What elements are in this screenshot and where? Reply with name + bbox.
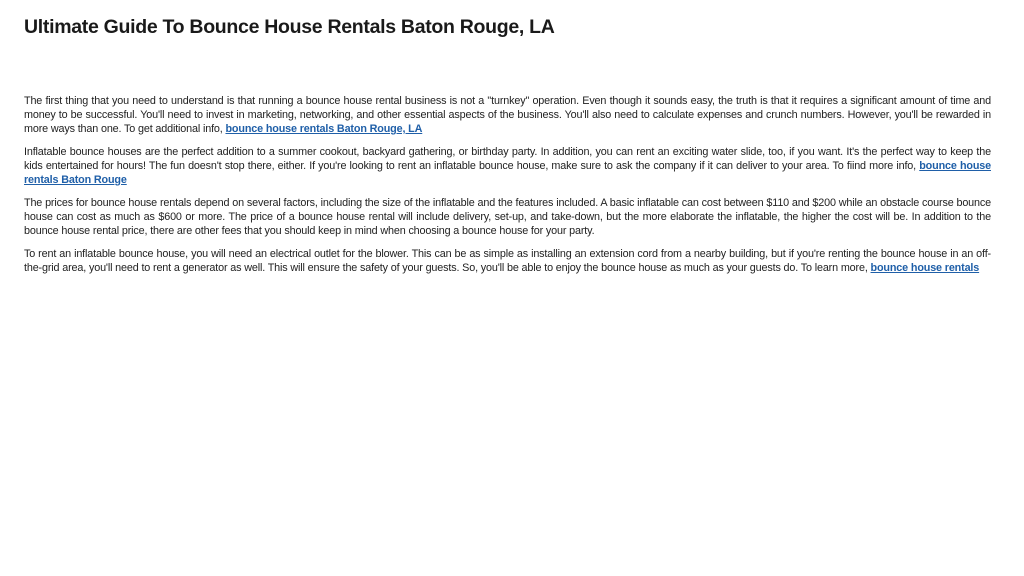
link-bounce-house-rentals[interactable]: bounce house rentals [870,262,980,274]
link-bounce-house-rentals-baton-rouge-la[interactable]: bounce house rentals Baton Rouge, LA [225,123,423,135]
paragraph-1-text: The first thing that you need to understand is that running a bounce house rental business is not a "turnkey" operation. Even though it sounds easy, the truth is that it requires a significant amount of time and money to be successful. You'll need to invest in marketing, networking, and other essential aspects of the business. You'll also need to calculate expenses and crunch numbers. However, you'll be rewarded in more ways than one. To get additional info, [24,95,991,135]
page-title: Ultimate Guide To Bounce House Rentals Baton Rouge, LA [24,16,555,38]
paragraph-3 [24,196,991,238]
paragraph-1 [24,94,991,136]
link-bounce-house-rentals-baton-rouge[interactable]: bounce house rentals Baton Rouge [24,160,991,186]
paragraph-4-text: To rent an inflatable bounce house, you will need an electrical outlet for the blower. This can be as simple as installing an extension cord from a nearby building, but if you're renting the bounce house in an off-the-grid area, you'll need to rent a generator as well. This will ensure the safety of your guests. So, you'll be able to enjoy the bounce house as much as your guests do. To learn more, [24,248,991,274]
paragraph-2-text: Inflatable bounce houses are the perfect addition to a summer cookout, backyard gathering, or birthday party. In addition, you can rent an exciting water slide, too, if you want. It's the perfect way to keep the kids entertained for hours! The fun doesn't stop there, either. If you're looking to rent an inflatable bounce house, make sure to ask the company if it can deliver to your area. To fiind more info, [24,146,991,172]
article-body [24,94,991,284]
paragraph-3-text: The prices for bounce house rentals depend on several factors, including the size of the inflatable and the features included. A basic inflatable can cost between $110 and $200 while an obstacle course bounce house can cost as much as $600 or more. The price of a bounce house rental will include delivery, set-up, and take-down, but the more elaborate the inflatable, the higher the cost will be. In addition to the bounce house rental price, there are other fees that you should keep in mind when choosing a bounce house for your party. [24,197,991,237]
paragraph-2 [24,145,991,187]
paragraph-4 [24,247,991,275]
